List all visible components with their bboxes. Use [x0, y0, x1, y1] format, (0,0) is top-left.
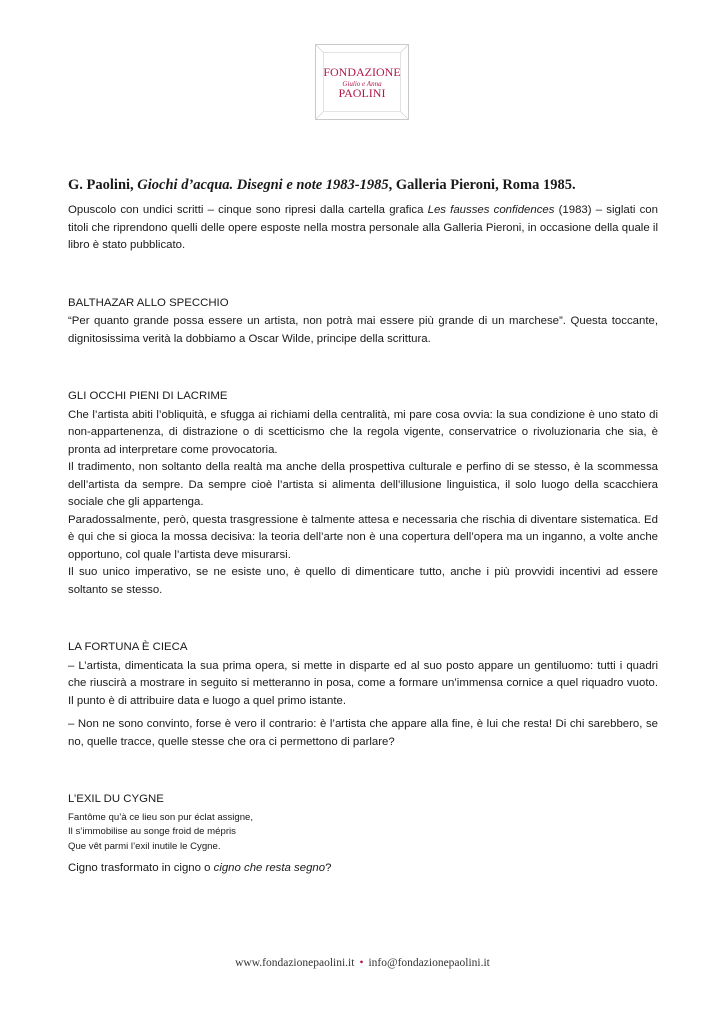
section-paragraph: Il suo unico imperativo, se ne esiste uno, è quello di dimenticare tutto, anche i più provvidi incentivi ad essere soltanto se stesso.	[68, 566, 658, 596]
title-end: .	[572, 177, 576, 193]
section-balthazar	[68, 295, 658, 349]
logo-script: Giulio e Anna	[342, 80, 382, 88]
section-paragraph: – Non ne sono convinto, forse è vero il contrario: è l’artista che appare alla fine, è lui che resta! Di chi sarebbero, se no, quelle tracce, quelle stesse che ora ci permettono di parlare?	[68, 718, 658, 748]
title-venue: , Galleria Pieroni, Roma 1985	[388, 177, 572, 193]
closing-line	[68, 860, 658, 878]
intro-italic: Les fausses confidences	[427, 204, 555, 216]
closing-italic: cigno che resta segno	[213, 862, 326, 874]
section-paragraph: “Per quanto grande possa essere un artista, non potrà mai essere più grande di un marchese”. Questa toccante, dignitosissima verità la dobbiamo a Oscar Wilde, principe della scrittura.	[68, 315, 658, 345]
section-paragraph: – L’artista, dimenticata la sua prima opera, si mette in disparte ed al suo posto appare un gentiluomo: tutti i quadri che riuscirà a mostrare in seguito si metteranno in posa, come a formare un’immensa cornice a quel riquadro vuoto. Il punto è di attribuire data e luogo a quel primo istante.	[68, 659, 658, 707]
section-fortuna	[68, 639, 658, 751]
email-link[interactable]: info@fondazionepaolini.it	[368, 957, 490, 969]
footer	[0, 957, 725, 969]
poem	[68, 811, 658, 855]
section-heading: BALTHAZAR ALLO SPECCHIO	[68, 296, 229, 309]
section-heading: GLI OCCHI PIENI DI LACRIME	[68, 390, 228, 402]
document-title	[68, 176, 658, 194]
closing-end: ?	[325, 862, 332, 874]
section-occhi	[68, 388, 658, 599]
section-heading: LA FORTUNA È CIECA	[68, 641, 188, 653]
title-author: G. Paolini,	[68, 177, 138, 193]
separator-dot: •	[359, 957, 364, 969]
section-heading: L’EXIL DU CYGNE	[68, 793, 164, 805]
section-exil	[68, 791, 658, 878]
poem-line: Il s’immobilise au songe froid de mépris	[68, 826, 236, 837]
logo-text-paolini: PAOLINI	[338, 86, 386, 100]
logo-frame	[315, 44, 409, 120]
document-body	[68, 176, 658, 878]
intro-paragraph	[68, 202, 658, 255]
section-paragraph: Che l’artista abiti l’obliquità, e sfugga ai richiami della centralità, mi pare cosa ovvia: la sua condizione è uno stato di non-appartenenza, di distrazione o di scetticismo che la regola vigente, conservatrice o rivoluzionaria che sia, è pronta ad interpretare come provocatoria.	[68, 408, 658, 456]
closing-text: Cigno trasformato in cigno o	[68, 862, 214, 874]
intro-text-end: (1983) – siglati con titoli che riprendono quelli delle opere esposte nella mostra personale alla Galleria Pieroni, in occasione della quale il libro è stato pubblicato.	[68, 204, 658, 251]
foundation-logo	[315, 44, 409, 120]
poem-line: Que vêt parmi l’exil inutile le Cygne.	[68, 840, 221, 852]
section-paragraph: Paradossalmente, però, questa trasgressione è talmente attesa e necessaria che rischia di diventare sistematica. Ed è qui che si gioca la mossa decisiva: la teoria dell’arte non è una copertura dell’opera ma un inganno, a volte anche opportuno, col quale l’artista deve misurarsi.	[68, 513, 658, 561]
title-work: Giochi d’acqua. Disegni e note 1983-1985	[137, 177, 389, 193]
logo-text-fondazione: FONDAZIONE	[323, 65, 401, 79]
intro-text: Opuscolo con undici scritti – cinque sono ripresi dalla cartella grafica	[68, 204, 428, 216]
section-paragraph: Il tradimento, non soltanto della realtà ma anche della prospettiva culturale e perfino di se stesso, è la scommessa dell’artista da sempre. Da sempre cioè l’artista si alimenta dell’illusione linguistica, il solo luogo della scacchiera sociale che gli appartenga.	[68, 461, 658, 508]
poem-line: Fantôme qu’à ce lieu son pur éclat assigne,	[68, 811, 254, 823]
website-link[interactable]: www.fondazionepaolini.it	[235, 957, 355, 969]
